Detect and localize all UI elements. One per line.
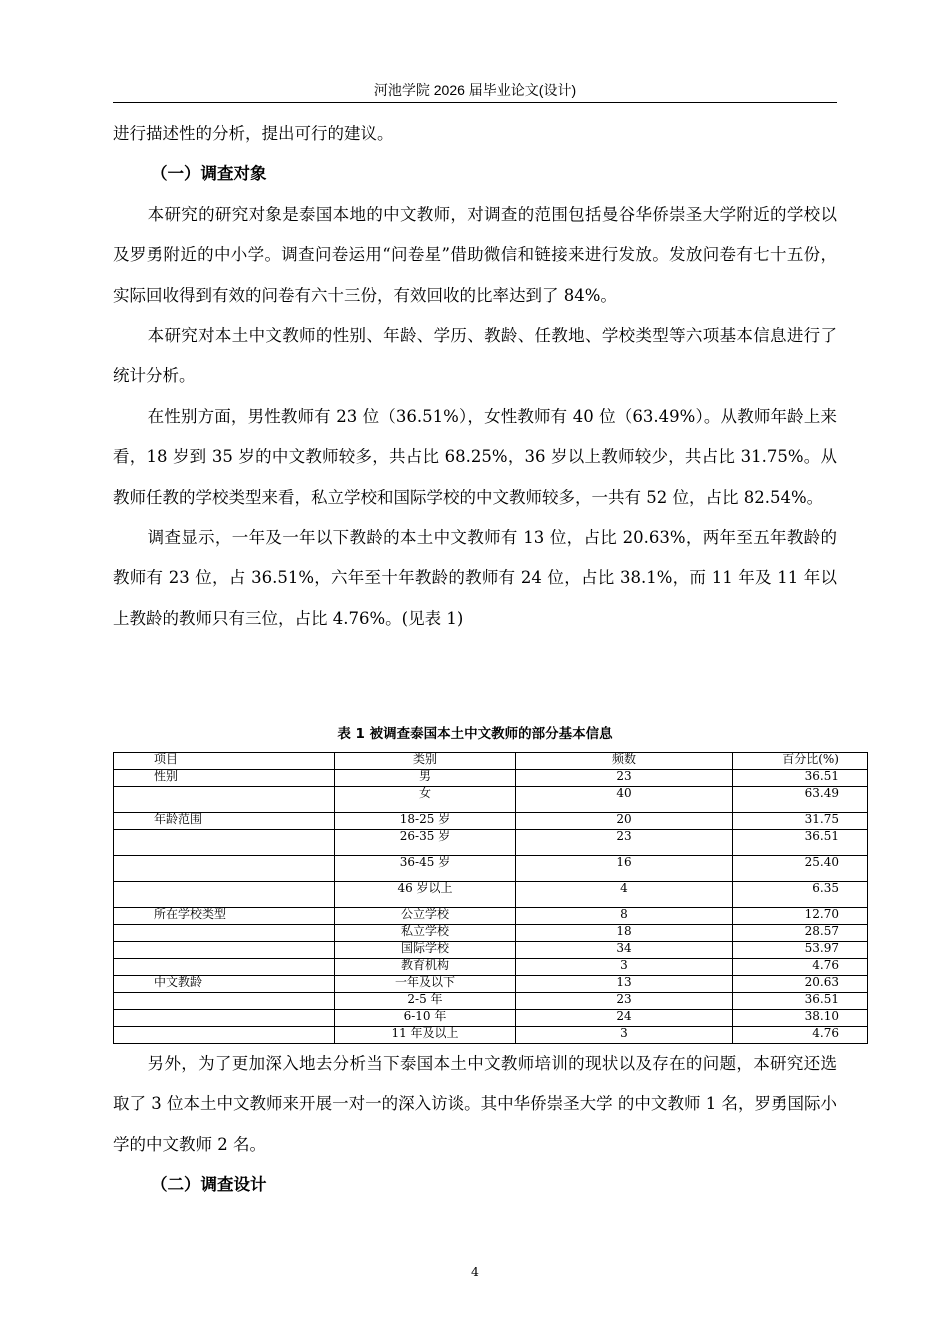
table-row (114, 959, 868, 976)
paragraph-continuation: 进行描述性的分析，提出可行的建议。 (113, 124, 394, 143)
table-cell: 36.51 (733, 830, 868, 856)
table-row (114, 1027, 868, 1044)
header-cell: 百分比(%) (733, 753, 868, 770)
table-row (114, 882, 868, 908)
table-cell (114, 942, 335, 959)
table-cell (114, 882, 335, 908)
table-cell: 36.51 (733, 770, 868, 787)
table-cell: 私立学校 (335, 925, 516, 942)
table-cell (114, 959, 335, 976)
body-text (113, 114, 837, 639)
table-cell: 46 岁以上 (335, 882, 516, 908)
paragraph-gender-age: 在性别方面，男性教师有 23 位（36.51%），女性教师有 40 位（63.49%）。从教师年龄上来看，18 岁到 35 岁的中文教师较多，共占比 68.25%，36 岁以上教师较少，共占比 31.75%。从教师任教的学校类型来看，私立学校和国际学校的中文教师较多，一共有 52 位，占比 82.54%。 (113, 406, 837, 507)
table-cell: 20 (516, 813, 733, 830)
teacher-info-table (113, 752, 868, 1044)
table-row (114, 813, 868, 830)
table-row (114, 976, 868, 993)
paragraph-research-subjects: 本研究的研究对象是泰国本地的中文教师，对调查的范围包括曼谷华侨崇圣大学附近的学校以及罗勇附近的中小学。调查问卷运用“问卷星”借助微信和链接来进行发放。发放问卷有七十五份，实际回收得到有效的问卷有六十三份，有效回收的比率达到了 84%。 (113, 204, 837, 305)
table-cell: 13 (516, 976, 733, 993)
table-row (114, 925, 868, 942)
section-heading-survey-design: （二）调查设计 (151, 1175, 267, 1195)
paragraph-basic-info: 本研究对本土中文教师的性别、年龄、学历、教龄、任教地、学校类型等六项基本信息进行了统计分析。 (113, 326, 837, 386)
table-row (114, 942, 868, 959)
table-cell: 4.76 (733, 959, 868, 976)
table-row (114, 908, 868, 925)
table-cell: 40 (516, 787, 733, 813)
table-cell: 8 (516, 908, 733, 925)
table-cell (114, 856, 335, 882)
header-cell: 项目 (114, 753, 335, 770)
table-cell: 国际学校 (335, 942, 516, 959)
table-cell: 20.63 (733, 976, 868, 993)
table-cell: 11 年及以上 (335, 1027, 516, 1044)
table-cell: 24 (516, 1010, 733, 1027)
table-cell: 2-5 年 (335, 993, 516, 1010)
table-cell: 4.76 (733, 1027, 868, 1044)
table-cell: 25.40 (733, 856, 868, 882)
table-cell: 31.75 (733, 813, 868, 830)
table-cell: 3 (516, 959, 733, 976)
table-cell: 中文教龄 (114, 976, 335, 993)
table-caption: 表 1 被调查泰国本土中文教师的部分基本信息 (337, 726, 613, 742)
table-cell: 6-10 年 (335, 1010, 516, 1027)
table-cell: 女 (335, 787, 516, 813)
table-cell: 28.57 (733, 925, 868, 942)
table-cell: 教育机构 (335, 959, 516, 976)
table-header-row (114, 753, 868, 770)
table-cell: 23 (516, 830, 733, 856)
table-cell (114, 1010, 335, 1027)
table-cell: 34 (516, 942, 733, 959)
table-row (114, 993, 868, 1010)
section-heading-survey-subjects: （一）调查对象 (151, 164, 267, 184)
table-cell: 所在学校类型 (114, 908, 335, 925)
table-cell (114, 1027, 335, 1044)
table-cell: 38.10 (733, 1010, 868, 1027)
table-cell: 26-35 岁 (335, 830, 516, 856)
table-cell: 18 (516, 925, 733, 942)
table-cell: 23 (516, 770, 733, 787)
table-cell: 年龄范围 (114, 813, 335, 830)
table-cell: 63.49 (733, 787, 868, 813)
table-cell: 男 (335, 770, 516, 787)
table-cell: 公立学校 (335, 908, 516, 925)
paragraph-teaching-years: 调查显示，一年及一年以下教龄的本土中文教师有 13 位，占比 20.63%，两年至五年教龄的教师有 23 位，占 36.51%，六年至十年教龄的教师有 24 位，占比 38.1%，而 11 年及 11 年以上教龄的教师只有三位，占比 4.76%。(见表 1) (113, 528, 837, 628)
paragraph-interviews: 另外，为了更加深入地去分析当下泰国本土中文教师培训的现状以及存在的问题，本研究还选取了 3 位本土中文教师来开展一对一的深入访谈。其中华侨崇圣大学 的中文教师 1 名，罗勇国际小学的中文教师 2 名。 (113, 1054, 837, 1154)
table-row (114, 770, 868, 787)
header-cell: 频数 (516, 753, 733, 770)
table-cell: 12.70 (733, 908, 868, 925)
table-cell: 36-45 岁 (335, 856, 516, 882)
table-row (114, 856, 868, 882)
table-cell: 4 (516, 882, 733, 908)
header-rule (113, 102, 837, 103)
table-cell: 53.97 (733, 942, 868, 959)
table-cell (114, 993, 335, 1010)
running-header: 河池学院 2026 届毕业论文(设计) (373, 82, 577, 98)
table-cell: 23 (516, 993, 733, 1010)
table-row (114, 787, 868, 813)
body-text-after-table (113, 1044, 837, 1206)
page-number: 4 (471, 1264, 479, 1279)
table-row (114, 830, 868, 856)
header-cell: 类别 (335, 753, 516, 770)
table-cell (114, 787, 335, 813)
table-row (114, 1010, 868, 1027)
table-cell: 6.35 (733, 882, 868, 908)
table-cell (114, 830, 335, 856)
table-cell: 36.51 (733, 993, 868, 1010)
table-cell: 性别 (114, 770, 335, 787)
table-cell: 18-25 岁 (335, 813, 516, 830)
table-cell (114, 925, 335, 942)
table-cell: 16 (516, 856, 733, 882)
table-cell: 一年及以下 (335, 976, 516, 993)
table-cell: 3 (516, 1027, 733, 1044)
